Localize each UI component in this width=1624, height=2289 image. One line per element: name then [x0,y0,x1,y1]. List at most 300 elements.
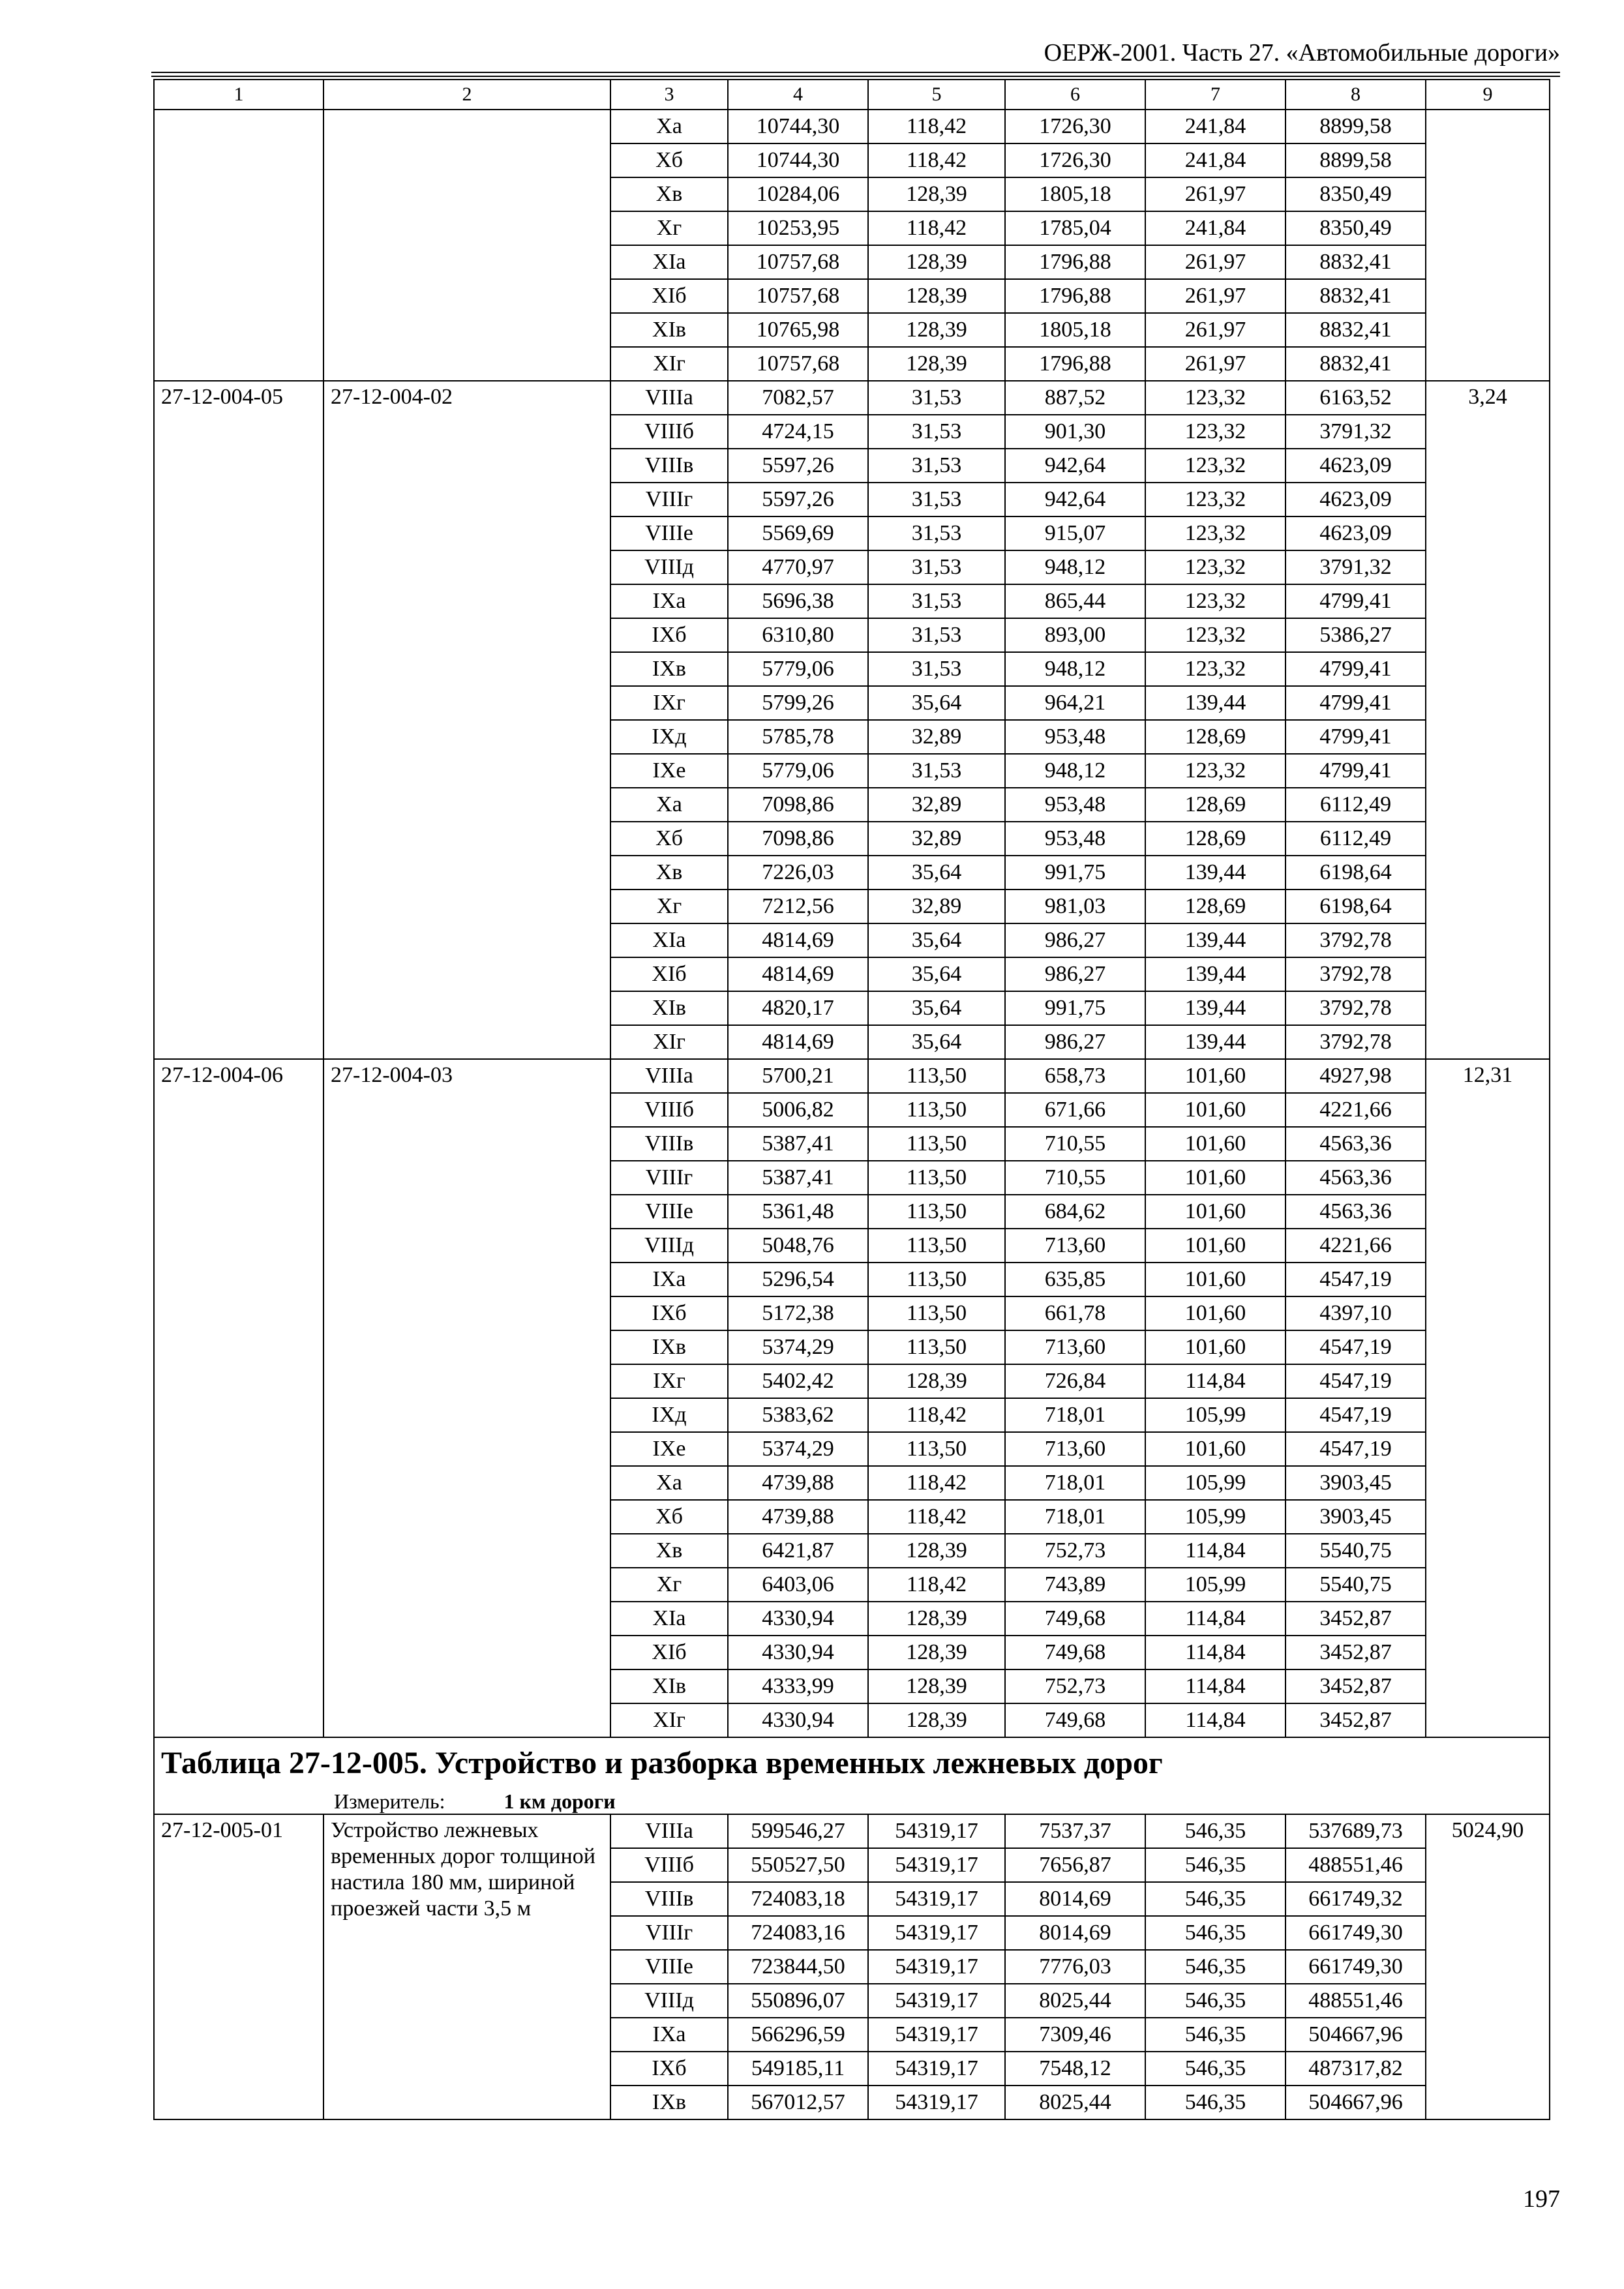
item-reference: 27-12-004-02 [323,381,610,1059]
machines-cell: 981,03 [1005,890,1145,923]
wages-cell: 32,89 [868,890,1005,923]
materials-cell: 4547,19 [1286,1398,1426,1432]
materials-cell: 4623,09 [1286,483,1426,516]
materials-cell: 3792,78 [1286,991,1426,1025]
direct-cost-cell: 10744,30 [728,143,868,177]
meter-cell [154,1789,1550,1814]
machines-cell: 986,27 [1005,1025,1145,1059]
wages-cell: 54319,17 [868,1814,1005,1848]
materials-cell: 8832,41 [1286,279,1426,313]
materials-cell: 5540,75 [1286,1568,1426,1602]
materials-cell: 4547,19 [1286,1432,1426,1466]
zone-cell: IXг [610,1364,728,1398]
machines-cell: 953,48 [1005,822,1145,856]
zone-cell: XIг [610,1025,728,1059]
materials-cell: 661749,32 [1286,1882,1426,1916]
drivers-wages-cell: 546,35 [1145,1916,1286,1950]
direct-cost-cell: 4330,94 [728,1636,868,1669]
zone-cell: Xa [610,788,728,822]
direct-cost-cell: 567012,57 [728,2086,868,2119]
materials-cell: 3452,87 [1286,1602,1426,1636]
zone-cell: Xб [610,822,728,856]
zone-cell: XIв [610,1669,728,1703]
machines-cell: 749,68 [1005,1636,1145,1669]
zone-cell: IXб [610,1296,728,1330]
zone-cell: IXб [610,2052,728,2086]
zone-cell: XIб [610,279,728,313]
materials-cell: 3452,87 [1286,1703,1426,1737]
machines-cell: 1805,18 [1005,313,1145,347]
zone-cell: Xa [610,1466,728,1500]
drivers-wages-cell: 546,35 [1145,1882,1286,1916]
machines-cell: 635,85 [1005,1263,1145,1296]
materials-cell: 8832,41 [1286,313,1426,347]
zone-cell: XIa [610,923,728,957]
header-rule-second [151,76,1560,77]
materials-cell: 4799,41 [1286,720,1426,754]
labor-cost-cell: 5024,90 [1426,1814,1550,2119]
drivers-wages-cell: 261,97 [1145,313,1286,347]
drivers-wages-cell: 101,60 [1145,1263,1286,1296]
machines-cell: 1805,18 [1005,177,1145,211]
wages-cell: 32,89 [868,788,1005,822]
drivers-wages-cell: 128,69 [1145,890,1286,923]
direct-cost-cell: 724083,18 [728,1882,868,1916]
zone-cell: XIв [610,991,728,1025]
wages-cell: 118,42 [868,143,1005,177]
direct-cost-cell: 566296,59 [728,2018,868,2052]
drivers-wages-cell: 114,84 [1145,1364,1286,1398]
zone-cell: VIIIг [610,1161,728,1195]
item-reference [323,110,610,381]
direct-cost-cell: 4330,94 [728,1703,868,1737]
drivers-wages-cell: 101,60 [1145,1296,1286,1330]
direct-cost-cell: 5296,54 [728,1263,868,1296]
machines-cell: 8025,44 [1005,2086,1145,2119]
drivers-wages-cell: 139,44 [1145,957,1286,991]
labor-cost-cell: 3,24 [1426,381,1550,1059]
drivers-wages-cell: 105,99 [1145,1568,1286,1602]
drivers-wages-cell: 114,84 [1145,1602,1286,1636]
drivers-wages-cell: 123,32 [1145,618,1286,652]
drivers-wages-cell: 101,60 [1145,1161,1286,1195]
zone-cell: VIIIв [610,449,728,483]
machines-cell: 718,01 [1005,1398,1145,1432]
table-row [154,1814,1550,1848]
machines-cell: 726,84 [1005,1364,1145,1398]
wages-cell: 118,42 [868,110,1005,143]
zone-cell: XIг [610,1703,728,1737]
drivers-wages-cell: 101,60 [1145,1195,1286,1229]
column-number: 9 [1426,80,1550,110]
zone-cell: IXв [610,1330,728,1364]
machines-cell: 953,48 [1005,788,1145,822]
machines-cell: 1726,30 [1005,110,1145,143]
drivers-wages-cell: 101,60 [1145,1059,1286,1093]
machines-cell: 713,60 [1005,1229,1145,1263]
wages-cell: 113,50 [868,1263,1005,1296]
wages-cell: 35,64 [868,1025,1005,1059]
drivers-wages-cell: 546,35 [1145,1984,1286,2018]
wages-cell: 128,39 [868,1364,1005,1398]
machines-cell: 915,07 [1005,516,1145,550]
zone-cell: XIг [610,347,728,381]
materials-cell: 6198,64 [1286,890,1426,923]
section-title: Таблица 27-12-005. Устройство и разборка временных лежневых дорог [154,1737,1550,1789]
wages-cell: 128,39 [868,347,1005,381]
item-code [154,110,323,381]
machines-cell: 953,48 [1005,720,1145,754]
wages-cell: 113,50 [868,1296,1005,1330]
materials-cell: 4563,36 [1286,1127,1426,1161]
zone-cell: VIIIa [610,381,728,415]
machines-cell: 1796,88 [1005,347,1145,381]
materials-cell: 5540,75 [1286,1534,1426,1568]
materials-cell: 3791,32 [1286,415,1426,449]
materials-cell: 3792,78 [1286,1025,1426,1059]
machines-cell: 7776,03 [1005,1950,1145,1984]
wages-cell: 54319,17 [868,2052,1005,2086]
direct-cost-cell: 5597,26 [728,449,868,483]
materials-cell: 3903,45 [1286,1500,1426,1534]
drivers-wages-cell: 261,97 [1145,279,1286,313]
machines-cell: 964,21 [1005,686,1145,720]
zone-cell: IXв [610,2086,728,2119]
materials-cell: 4927,98 [1286,1059,1426,1093]
direct-cost-cell: 723844,50 [728,1950,868,1984]
machines-cell: 1796,88 [1005,279,1145,313]
column-number: 5 [868,80,1005,110]
drivers-wages-cell: 123,32 [1145,415,1286,449]
machines-cell: 1785,04 [1005,211,1145,245]
direct-cost-cell: 6403,06 [728,1568,868,1602]
direct-cost-cell: 7098,86 [728,822,868,856]
wages-cell: 54319,17 [868,2086,1005,2119]
zone-cell: VIIIa [610,1059,728,1093]
machines-cell: 1796,88 [1005,245,1145,279]
materials-cell: 5386,27 [1286,618,1426,652]
drivers-wages-cell: 123,32 [1145,584,1286,618]
materials-cell: 3792,78 [1286,923,1426,957]
zone-cell: VIIIг [610,483,728,516]
direct-cost-cell: 4814,69 [728,923,868,957]
machines-cell: 713,60 [1005,1432,1145,1466]
column-number: 4 [728,80,868,110]
drivers-wages-cell: 101,60 [1145,1093,1286,1127]
machines-cell: 684,62 [1005,1195,1145,1229]
materials-cell: 3452,87 [1286,1669,1426,1703]
zone-cell: VIIIe [610,516,728,550]
column-number-row [154,80,1550,110]
drivers-wages-cell: 101,60 [1145,1127,1286,1161]
wages-cell: 31,53 [868,381,1005,415]
zone-cell: IXб [610,618,728,652]
price-table [153,79,1550,2120]
drivers-wages-cell: 128,69 [1145,822,1286,856]
column-number: 7 [1145,80,1286,110]
drivers-wages-cell: 123,32 [1145,652,1286,686]
page-header-title: ОЕРЖ-2001. Часть 27. «Автомобильные дороги» [1044,39,1560,67]
zone-cell: VIIIд [610,1984,728,2018]
wages-cell: 31,53 [868,483,1005,516]
wages-cell: 128,39 [868,245,1005,279]
drivers-wages-cell: 261,97 [1145,347,1286,381]
materials-cell: 4397,10 [1286,1296,1426,1330]
drivers-wages-cell: 114,84 [1145,1703,1286,1737]
drivers-wages-cell: 261,97 [1145,245,1286,279]
materials-cell: 8832,41 [1286,245,1426,279]
column-number: 8 [1286,80,1426,110]
direct-cost-cell: 10744,30 [728,110,868,143]
wages-cell: 35,64 [868,957,1005,991]
wages-cell: 128,39 [868,313,1005,347]
machines-cell: 718,01 [1005,1500,1145,1534]
wages-cell: 113,50 [868,1059,1005,1093]
direct-cost-cell: 5048,76 [728,1229,868,1263]
materials-cell: 3903,45 [1286,1466,1426,1500]
direct-cost-cell: 5402,42 [728,1364,868,1398]
materials-cell: 6198,64 [1286,856,1426,890]
wages-cell: 31,53 [868,415,1005,449]
direct-cost-cell: 550527,50 [728,1848,868,1882]
machines-cell: 718,01 [1005,1466,1145,1500]
item-reference: 27-12-004-03 [323,1059,610,1737]
wages-cell: 113,50 [868,1093,1005,1127]
zone-cell: Xв [610,1534,728,1568]
materials-cell: 661749,30 [1286,1950,1426,1984]
zone-cell: VIIIг [610,1916,728,1950]
zone-cell: XIa [610,1602,728,1636]
wages-cell: 31,53 [868,652,1005,686]
machines-cell: 948,12 [1005,652,1145,686]
zone-cell: VIIIe [610,1950,728,1984]
materials-cell: 4547,19 [1286,1263,1426,1296]
drivers-wages-cell: 123,32 [1145,381,1286,415]
wages-cell: 35,64 [868,686,1005,720]
zone-cell: Xв [610,856,728,890]
machines-cell: 948,12 [1005,754,1145,788]
wages-cell: 35,64 [868,856,1005,890]
wages-cell: 31,53 [868,550,1005,584]
drivers-wages-cell: 114,84 [1145,1534,1286,1568]
direct-cost-cell: 550896,07 [728,1984,868,2018]
machines-cell: 671,66 [1005,1093,1145,1127]
wages-cell: 32,89 [868,822,1005,856]
machines-cell: 713,60 [1005,1330,1145,1364]
zone-cell: XIб [610,1636,728,1669]
direct-cost-cell: 7082,57 [728,381,868,415]
materials-cell: 4563,36 [1286,1161,1426,1195]
wages-cell: 118,42 [868,1568,1005,1602]
machines-cell: 7656,87 [1005,1848,1145,1882]
drivers-wages-cell: 105,99 [1145,1398,1286,1432]
direct-cost-cell: 5387,41 [728,1161,868,1195]
item-code: 27-12-004-05 [154,381,323,1059]
drivers-wages-cell: 123,32 [1145,483,1286,516]
materials-cell: 4221,66 [1286,1229,1426,1263]
direct-cost-cell: 7226,03 [728,856,868,890]
materials-cell: 6112,49 [1286,788,1426,822]
item-code: 27-12-005-01 [154,1814,323,2119]
machines-cell: 1726,30 [1005,143,1145,177]
zone-cell: XIв [610,313,728,347]
wages-cell: 128,39 [868,1636,1005,1669]
wages-cell: 113,50 [868,1127,1005,1161]
machines-cell: 7548,12 [1005,2052,1145,2086]
wages-cell: 35,64 [868,991,1005,1025]
zone-cell: VIIIe [610,1195,728,1229]
wages-cell: 31,53 [868,618,1005,652]
wages-cell: 128,39 [868,1602,1005,1636]
direct-cost-cell: 10765,98 [728,313,868,347]
direct-cost-cell: 7098,86 [728,788,868,822]
drivers-wages-cell: 139,44 [1145,923,1286,957]
materials-cell: 4799,41 [1286,754,1426,788]
materials-cell: 488551,46 [1286,1848,1426,1882]
section-title-row [154,1737,1550,1789]
item-code: 27-12-004-06 [154,1059,323,1737]
drivers-wages-cell: 139,44 [1145,686,1286,720]
direct-cost-cell: 5383,62 [728,1398,868,1432]
drivers-wages-cell: 241,84 [1145,110,1286,143]
materials-cell: 3452,87 [1286,1636,1426,1669]
zone-cell: VIIIд [610,550,728,584]
materials-cell: 4547,19 [1286,1330,1426,1364]
zone-cell: Xг [610,211,728,245]
direct-cost-cell: 4814,69 [728,957,868,991]
table-row [154,110,1550,143]
direct-cost-cell: 4820,17 [728,991,868,1025]
wages-cell: 113,50 [868,1229,1005,1263]
direct-cost-cell: 6310,80 [728,618,868,652]
materials-cell: 4563,36 [1286,1195,1426,1229]
machines-cell: 986,27 [1005,923,1145,957]
zone-cell: XIб [610,957,728,991]
zone-cell: IXa [610,584,728,618]
wages-cell: 35,64 [868,923,1005,957]
table-body [154,80,1550,2119]
direct-cost-cell: 5779,06 [728,754,868,788]
table-row [154,381,1550,415]
zone-cell: VIIIб [610,1848,728,1882]
zone-cell: Xa [610,110,728,143]
zone-cell: Xв [610,177,728,211]
wages-cell: 118,42 [868,1500,1005,1534]
drivers-wages-cell: 139,44 [1145,856,1286,890]
direct-cost-cell: 5361,48 [728,1195,868,1229]
machines-cell: 749,68 [1005,1602,1145,1636]
direct-cost-cell: 5374,29 [728,1330,868,1364]
materials-cell: 4623,09 [1286,516,1426,550]
direct-cost-cell: 5172,38 [728,1296,868,1330]
labor-cost-cell: 12,31 [1426,1059,1550,1737]
materials-cell: 8350,49 [1286,211,1426,245]
machines-cell: 893,00 [1005,618,1145,652]
direct-cost-cell: 10757,68 [728,347,868,381]
zone-cell: VIIIб [610,1093,728,1127]
direct-cost-cell: 5799,26 [728,686,868,720]
drivers-wages-cell: 101,60 [1145,1330,1286,1364]
wages-cell: 54319,17 [868,1882,1005,1916]
wages-cell: 128,39 [868,1703,1005,1737]
machines-cell: 752,73 [1005,1669,1145,1703]
wages-cell: 113,50 [868,1161,1005,1195]
wages-cell: 128,39 [868,1669,1005,1703]
direct-cost-cell: 7212,56 [728,890,868,923]
item-description: Устройство лежневых временных дорог толщиной настила 180 мм, шириной проезжей части 3,5 м [323,1814,610,2119]
materials-cell: 504667,96 [1286,2086,1426,2119]
machines-cell: 901,30 [1005,415,1145,449]
direct-cost-cell: 724083,16 [728,1916,868,1950]
direct-cost-cell: 549185,11 [728,2052,868,2086]
machines-cell: 7537,37 [1005,1814,1145,1848]
materials-cell: 3792,78 [1286,957,1426,991]
drivers-wages-cell: 546,35 [1145,2052,1286,2086]
machines-cell: 991,75 [1005,856,1145,890]
drivers-wages-cell: 101,60 [1145,1229,1286,1263]
drivers-wages-cell: 546,35 [1145,2018,1286,2052]
drivers-wages-cell: 123,32 [1145,550,1286,584]
machines-cell: 8014,69 [1005,1916,1145,1950]
wages-cell: 128,39 [868,279,1005,313]
materials-cell: 4799,41 [1286,686,1426,720]
drivers-wages-cell: 123,32 [1145,516,1286,550]
machines-cell: 752,73 [1005,1534,1145,1568]
materials-cell: 4221,66 [1286,1093,1426,1127]
materials-cell: 4799,41 [1286,584,1426,618]
drivers-wages-cell: 546,35 [1145,1814,1286,1848]
zone-cell: IXд [610,1398,728,1432]
machines-cell: 942,64 [1005,483,1145,516]
drivers-wages-cell: 546,35 [1145,2086,1286,2119]
direct-cost-cell: 10757,68 [728,245,868,279]
drivers-wages-cell: 241,84 [1145,143,1286,177]
machines-cell: 991,75 [1005,991,1145,1025]
wages-cell: 31,53 [868,754,1005,788]
wages-cell: 128,39 [868,1534,1005,1568]
machines-cell: 948,12 [1005,550,1145,584]
materials-cell: 6163,52 [1286,381,1426,415]
materials-cell: 4799,41 [1286,652,1426,686]
materials-cell: 537689,73 [1286,1814,1426,1848]
wages-cell: 118,42 [868,211,1005,245]
machines-cell: 865,44 [1005,584,1145,618]
materials-cell: 4623,09 [1286,449,1426,483]
direct-cost-cell: 4739,88 [728,1466,868,1500]
direct-cost-cell: 599546,27 [728,1814,868,1848]
direct-cost-cell: 5700,21 [728,1059,868,1093]
drivers-wages-cell: 114,84 [1145,1636,1286,1669]
drivers-wages-cell: 241,84 [1145,211,1286,245]
machines-cell: 661,78 [1005,1296,1145,1330]
direct-cost-cell: 4333,99 [728,1669,868,1703]
column-number: 2 [323,80,610,110]
direct-cost-cell: 4330,94 [728,1602,868,1636]
machines-cell: 749,68 [1005,1703,1145,1737]
wages-cell: 32,89 [868,720,1005,754]
zone-cell: VIIIд [610,1229,728,1263]
column-number: 1 [154,80,323,110]
zone-cell: VIIIв [610,1127,728,1161]
direct-cost-cell: 10253,95 [728,211,868,245]
direct-cost-cell: 5387,41 [728,1127,868,1161]
wages-cell: 54319,17 [868,2018,1005,2052]
zone-cell: Xг [610,1568,728,1602]
machines-cell: 743,89 [1005,1568,1145,1602]
meter-label: Измеритель: [334,1789,445,1813]
drivers-wages-cell: 105,99 [1145,1466,1286,1500]
zone-cell: IXв [610,652,728,686]
